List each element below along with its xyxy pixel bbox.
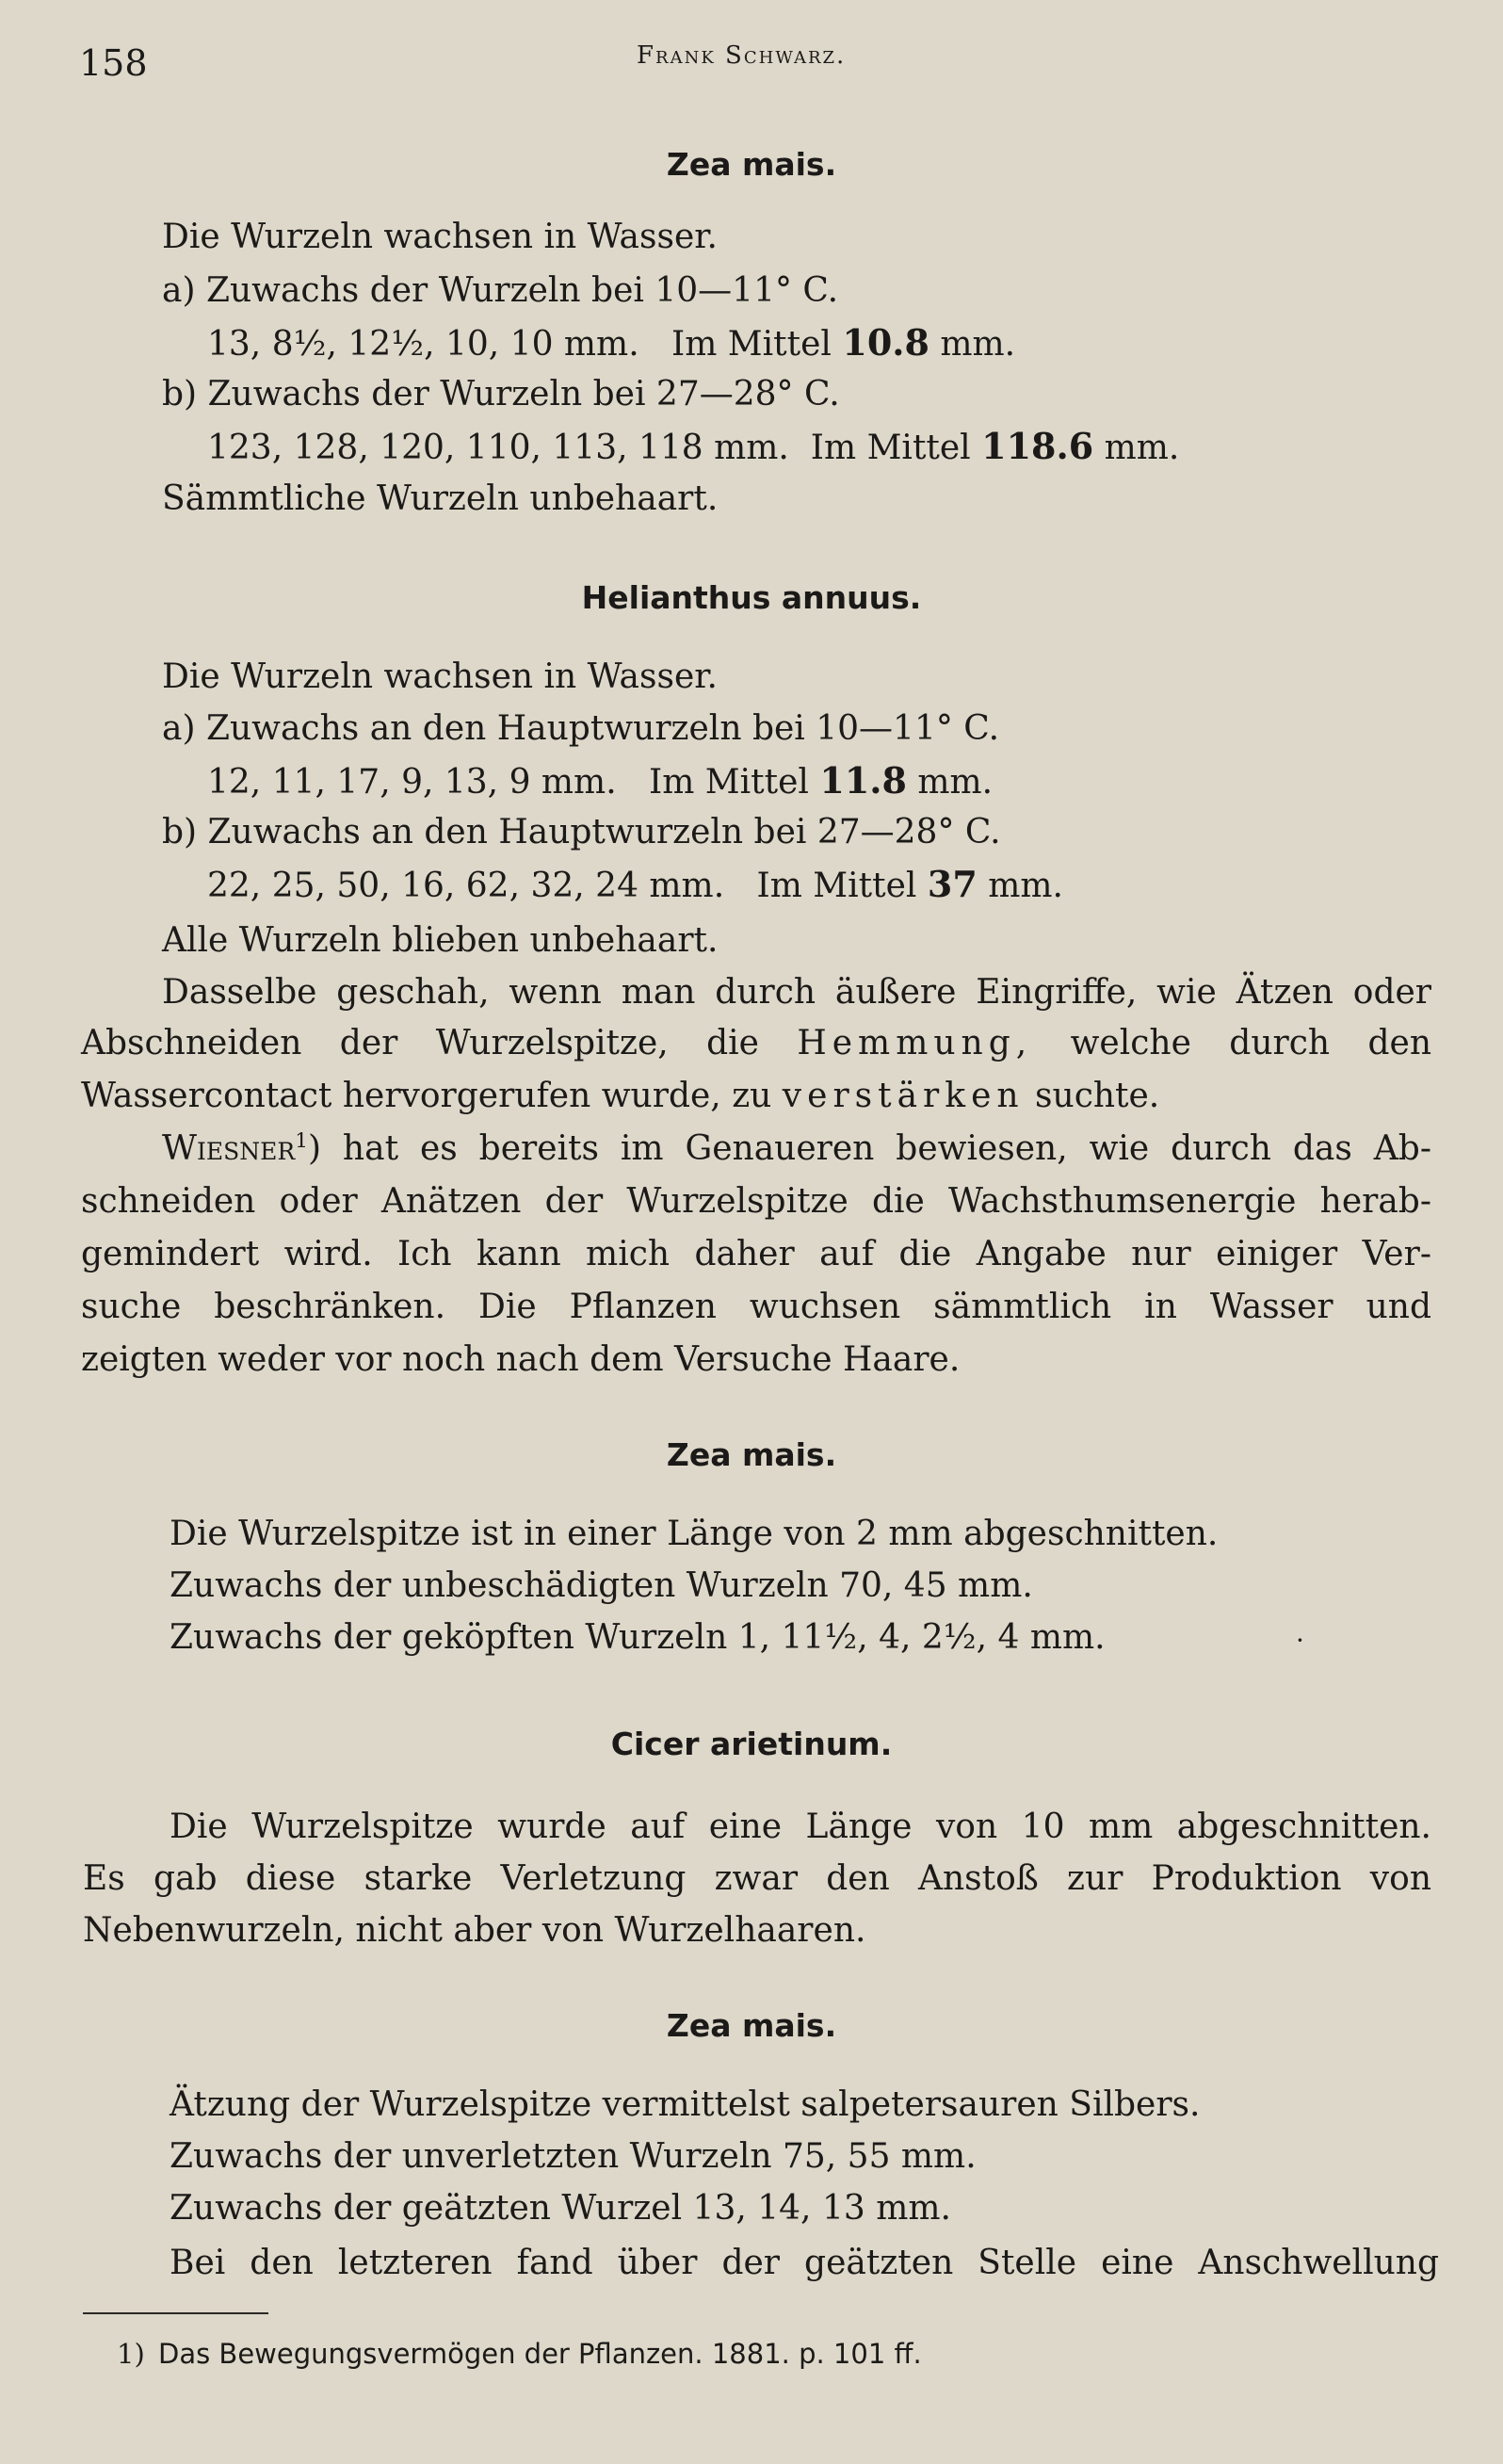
page-number: 158 — [79, 42, 148, 84]
para1-line2-text-end: welche durch den — [1070, 1024, 1432, 1062]
sec2-intro: Die Wurzeln wachsen in Wasser. — [162, 657, 718, 696]
sec3-line3: Zuwachs der geköpften Wurzeln 1, 11½, 4, 2½, 4 mm. — [170, 1618, 1106, 1657]
para1-line1: Dasselbe geschah, wenn man durch äußere Eingriffe, wie Ätzen oder — [162, 973, 1431, 1012]
sec5-line4: Bei den letzteren fand über der geätzten Stelle eine Anschwellung — [170, 2244, 1439, 2282]
printer-dot: · — [1296, 1625, 1304, 1656]
sec2-b-line: b) Zuwachs an den Hauptwurzeln bei 27—28° C. — [162, 813, 1001, 851]
sec1-a-mean-label: Im Mittel — [671, 325, 832, 364]
footnote-rule — [83, 2312, 268, 2314]
sec5-line2: Zuwachs der unverletzten Wurzeln 75, 55 mm. — [170, 2137, 977, 2176]
sec1-a-values: 13, 8½, 12½, 10, 10 mm. — [207, 325, 639, 364]
para2-line4: suche beschränken. Die Pflanzen wuchsen sämmtlich in Wasser und — [81, 1288, 1431, 1326]
sec1-closing: Sämmtliche Wurzeln unbehaart. — [162, 479, 719, 518]
para1-line3-text-end: suchte. — [1035, 1077, 1160, 1115]
section-heading-cicer-arietinum: Cicer arietinum. — [610, 1726, 893, 1762]
sec1-a-line: a) Zuwachs der Wurzeln bei 10—11° C. — [162, 271, 839, 310]
sec1-b-mean-label: Im Mittel — [810, 429, 971, 467]
para2-line5: zeigten weder vor noch nach dem Versuche Haare. — [81, 1340, 961, 1379]
para2-line1-text: hat es bereits im Genaueren bewiesen, wie durch das Ab- — [342, 1129, 1431, 1168]
section-heading-zea-mais-1: Zea mais. — [666, 146, 837, 183]
sec1-b-line: b) Zuwachs der Wurzeln bei 27—28° C. — [162, 375, 840, 413]
para1-line3-text: Wassercontact hervorgerufen wurde, zu — [81, 1077, 772, 1115]
running-head: Frank Schwarz. — [637, 41, 847, 70]
sec4-line3: Nebenwurzeln, nicht aber von Wurzelhaaren. — [83, 1911, 866, 1950]
sec2-b-measurements — [207, 864, 1063, 907]
section-heading-helianthus-annuus: Helianthus annuus. — [581, 579, 922, 616]
sec2-b-mean-unit: mm. — [988, 867, 1063, 905]
sec1-b-values: 123, 128, 120, 110, 113, 118 mm. — [207, 429, 789, 467]
section-heading-zea-mais-3: Zea mais. — [666, 2007, 837, 2044]
para1-emphasis-hemmung: Hemmung, — [797, 1024, 1033, 1062]
sec1-a-mean-unit: mm. — [940, 325, 1016, 364]
sec2-b-values: 22, 25, 50, 16, 62, 32, 24 mm. — [207, 867, 725, 905]
footnote-reference: 1 — [295, 1129, 308, 1153]
sec1-intro: Die Wurzeln wachsen in Wasser. — [162, 218, 718, 256]
para1-line2-text: Abschneiden der Wurzelspitze, die — [81, 1024, 759, 1062]
sec2-a-line: a) Zuwachs an den Hauptwurzeln bei 10—11° C. — [162, 709, 1000, 748]
para1-emphasis-verstaerken: verstärken — [782, 1077, 1025, 1115]
sec1-b-mean-unit: mm. — [1104, 429, 1180, 467]
sec3-line1: Die Wurzelspitze ist in einer Länge von 2 mm abgeschnitten. — [170, 1515, 1219, 1553]
sec2-b-mean-label: Im Mittel — [756, 867, 917, 905]
para1-line3 — [81, 1076, 1159, 1117]
sec2-a-measurements — [207, 760, 993, 803]
sec3-line2: Zuwachs der unbeschädigten Wurzeln 70, 45 mm. — [170, 1566, 1033, 1605]
footnote-number: 1) — [117, 2338, 145, 2370]
sec2-a-values: 12, 11, 17, 9, 13, 9 mm. — [207, 763, 617, 802]
para2-line3: gemindert wird. Ich kann mich daher auf die Angabe nur einiger Ver- — [81, 1235, 1431, 1273]
para1-line2 — [81, 1023, 1431, 1064]
sec2-b-mean-value: 37 — [927, 863, 978, 905]
para2-line2: schneiden oder Anätzen der Wurzelspitze die Wachsthumsenergie herab- — [81, 1182, 1431, 1221]
sec2-closing: Alle Wurzeln blieben unbehaart. — [162, 921, 719, 960]
author-wiesner: Wiesner — [162, 1129, 296, 1168]
sec1-b-measurements — [207, 426, 1179, 469]
sec4-line1: Die Wurzelspitze wurde auf eine Länge von 10 mm abgeschnitten. — [170, 1807, 1431, 1846]
sec5-line1: Ätzung der Wurzelspitze vermittelst salpetersauren Silbers. — [170, 2085, 1201, 2124]
sec1-a-mean-value: 10.8 — [842, 321, 929, 364]
sec2-a-mean-value: 11.8 — [819, 759, 907, 802]
footnote-text: Das Bewegungsvermögen der Pflanzen. 1881. p. 101 ff. — [158, 2338, 922, 2370]
sec2-a-mean-unit: mm. — [917, 763, 994, 802]
sec5-line3: Zuwachs der geätzten Wurzel 13, 14, 13 mm. — [170, 2189, 951, 2228]
sec2-a-mean-label: Im Mittel — [648, 763, 809, 802]
section-heading-zea-mais-2: Zea mais. — [666, 1436, 837, 1473]
sec1-a-measurements — [207, 322, 1015, 365]
sec4-line2: Es gab diese starke Verletzung zwar den Anstoß zur Produktion von — [83, 1859, 1431, 1898]
para2-line1: Wiesner$^1$) hat es bereits im Genaueren bewiesen, wie durch das Ab- — [162, 1129, 1431, 1168]
sec1-b-mean-value: 118.6 — [981, 425, 1094, 467]
